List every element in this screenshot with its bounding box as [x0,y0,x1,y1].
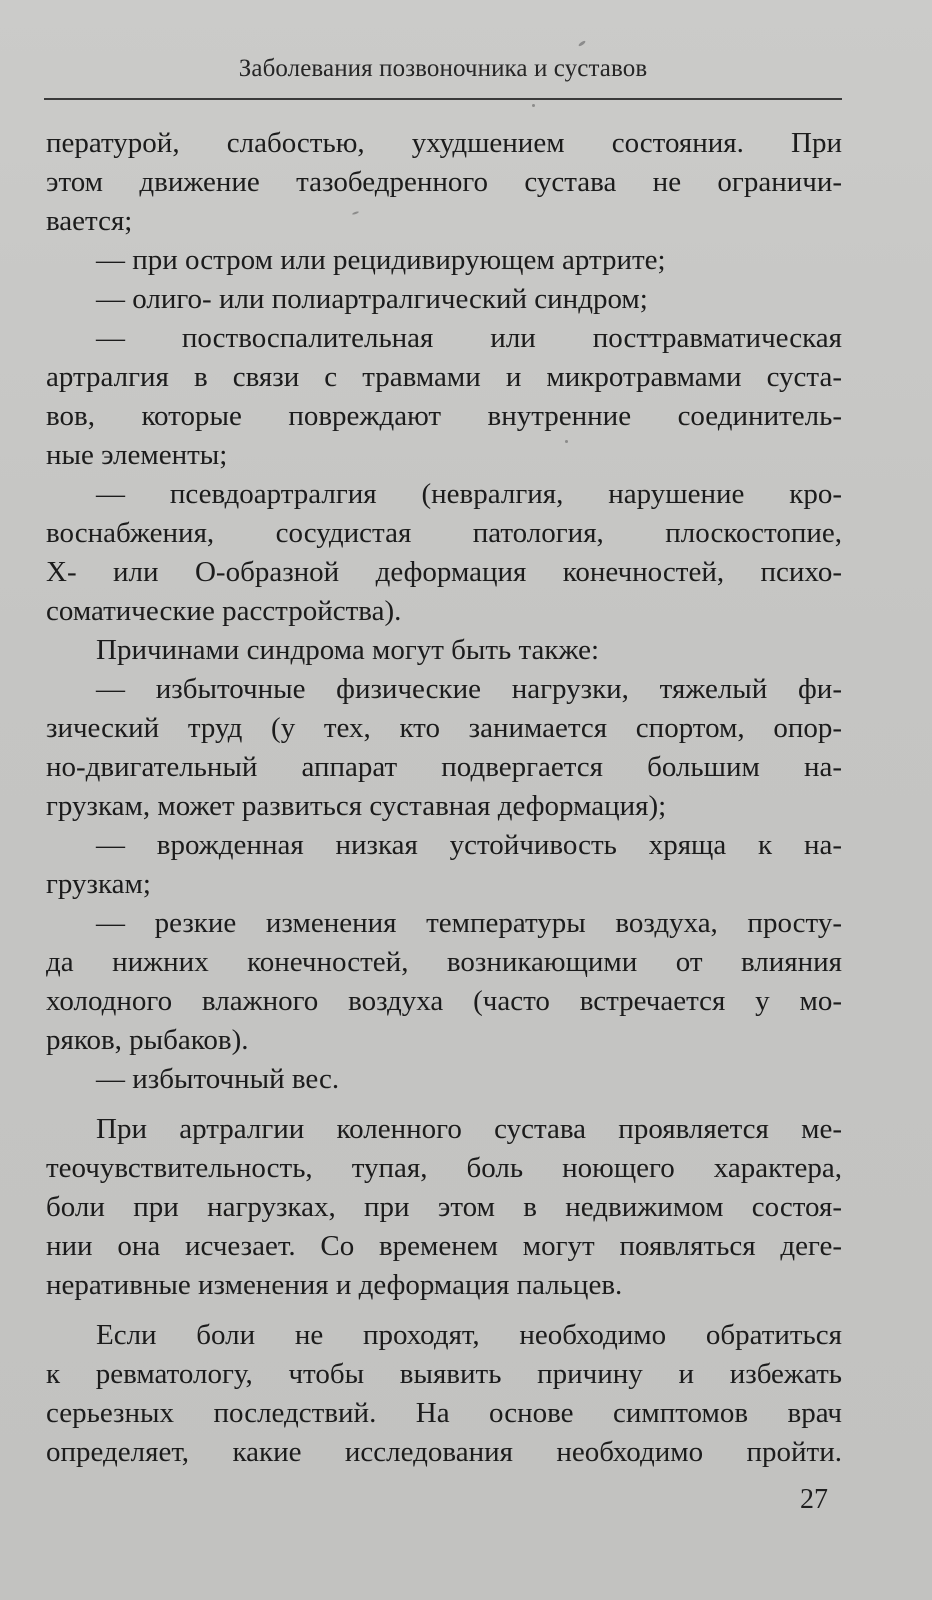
paragraph-gap [46,1305,842,1316]
text-line: Х- или О-образной деформация конечностей, психо- [46,556,842,588]
text-line: — избыточные физические нагрузки, тяжелый фи- [96,673,842,705]
text-line: Если боли не проходят, необходимо обратиться [96,1319,842,1351]
text-line: грузкам, может развиться суставная деформация); [46,790,667,822]
text-line: — псевдоартралгия (невралгия, нарушение кро- [96,478,842,510]
page-number: 27 [800,1484,828,1515]
text-line: этом движение тазобедренного сустава не ограничи- [46,166,842,198]
paragraph-gap [46,1099,842,1110]
text-line: холодного влажного воздуха (часто встречается у мо- [46,985,842,1017]
paper-speck [565,440,568,443]
text-line: воснабжения, сосудистая патология, плоскостопие, [46,517,842,549]
paper-speck [532,104,535,107]
text-line: грузкам; [46,868,151,900]
text-line: соматические расстройства). [46,595,402,627]
text-line: к ревматологу, чтобы выявить причину и избежать [46,1358,842,1390]
text-line: вов, которые повреждают внутренние соединитель- [46,400,842,432]
text-line: Причинами синдрома могут быть также: [96,634,600,666]
text-line: вается; [46,205,133,237]
text-line: — олиго- или полиартралгический синдром; [96,283,648,315]
text-line: — при остром или рецидивирующем артрите; [96,244,666,276]
text-line: нии она исчезает. Со временем могут появляться деге- [46,1230,842,1262]
text-line: да нижних конечностей, возникающими от влияния [46,946,842,978]
text-line: но-двигательный аппарат подвергается большим на- [46,751,842,783]
text-line: артралгия в связи с травмами и микротравмами суста- [46,361,842,393]
text-line: — врожденная низкая устойчивость хряща к на- [96,829,842,861]
text-line: ряков, рыбаков). [46,1024,249,1056]
text-line: — избыточный вес. [96,1063,340,1095]
body-text [46,124,842,1472]
text-line: ные элементы; [46,439,228,471]
text-line: зический труд (у тех, кто занимается спортом, опор- [46,712,842,744]
text-line: теочувствительность, тупая, боль ноющего характера, [46,1152,842,1184]
running-head: Заболевания позвоночника и суставов [238,55,648,82]
text-line: При артралгии коленного сустава проявляется ме- [96,1113,842,1145]
text-line: — поствоспалительная или посттравматическая [96,322,842,354]
text-line: определяет, какие исследования необходимо пройти. [46,1436,842,1468]
text-line: — резкие изменения температуры воздуха, просту- [96,907,842,939]
paper-speck [578,40,586,47]
text-line: неративные изменения и деформация пальцев. [46,1269,623,1301]
text-line: серьезных последствий. На основе симптомов врач [46,1397,842,1429]
text-line: пературой, слабостью, ухудшением состояния. При [46,127,842,159]
header-rule [44,98,842,100]
text-line: боли при нагрузках, при этом в недвижимом состоя- [46,1191,842,1223]
